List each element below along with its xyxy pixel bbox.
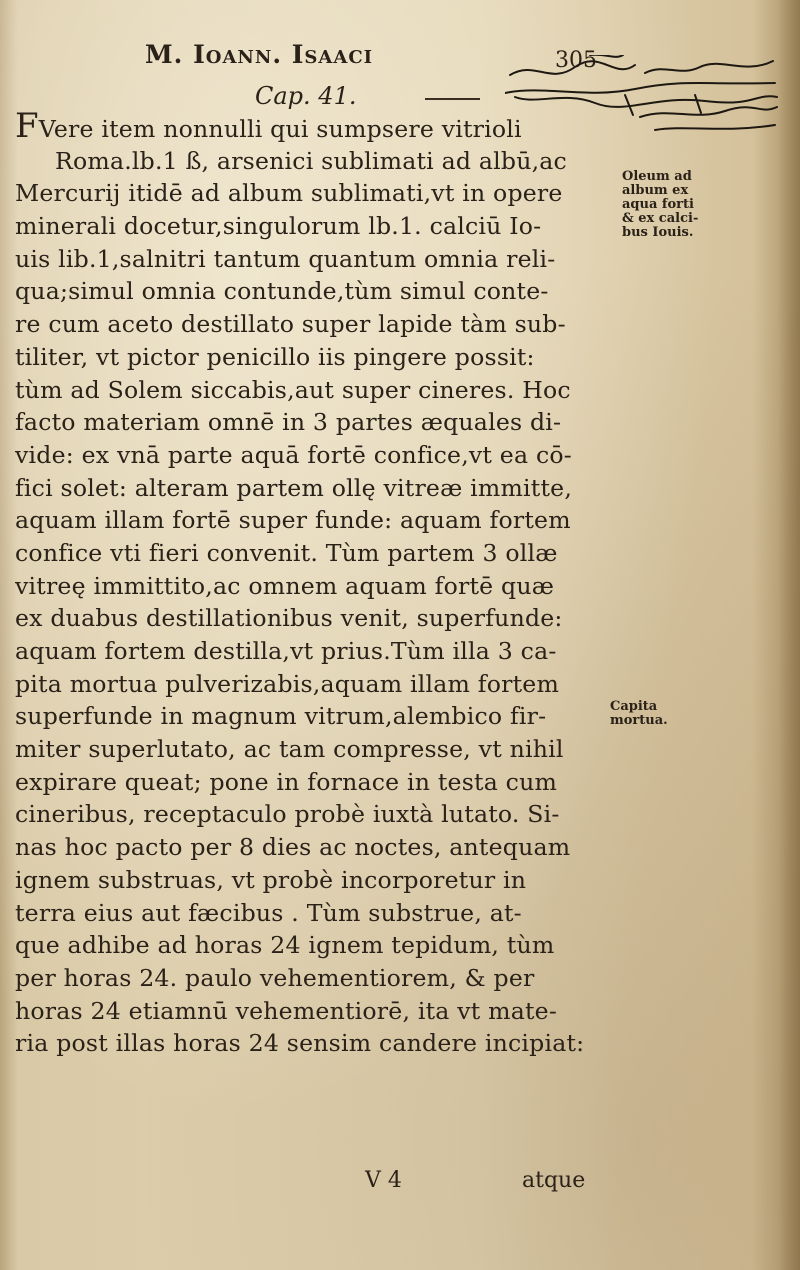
margin-note-line: aqua forti <box>622 197 694 212</box>
text-line: horas 24 etiamnū vehementiorē, ita vt mate- <box>15 996 558 1025</box>
text-line: terra eius aut fæcibus . Tùm substrue, at- <box>15 898 522 927</box>
text-line: tùm ad Solem siccabis,aut super cineres. Hoc <box>15 375 571 404</box>
margin-note-line: Capita <box>610 699 658 714</box>
text-line: qua;simul omnia contunde,tùm simul conte- <box>15 277 549 306</box>
text-line: expirare queat; pone in fornace in testa cum <box>15 767 558 796</box>
margin-note-line: album ex <box>622 183 689 198</box>
text-line: superfunde in magnum vitrum,alembico fir- <box>15 702 547 731</box>
margin-note-line: Oleum ad <box>622 169 692 184</box>
text-line: tiliter, vt pictor penicillo iis pingere possit: <box>15 342 535 371</box>
text-line: uis lib.1,salnitri tantum quantum omnia reli- <box>15 244 556 273</box>
body-text <box>15 106 615 1060</box>
text-line: minerali docetur,singulorum lb.1. calciū Io- <box>15 212 542 241</box>
margin-note-line: & ex calci- <box>622 211 699 226</box>
text-line: ria post illas horas 24 sensim candere incipiat: <box>15 1029 585 1058</box>
margin-note-oleum <box>622 170 698 240</box>
margin-note-capita <box>610 700 668 728</box>
running-title: M. Ioann. Isaaci <box>145 40 374 69</box>
chapter-dash <box>425 98 480 100</box>
text-line: ignem substruas, vt probè incorporetur in <box>15 865 527 894</box>
text-line: fici solet: alteram partem ollę vitreæ immitte, <box>15 473 573 502</box>
text-line: aquam illam fortē super funde: aquam fortem <box>15 506 571 535</box>
text-line: pita mortua pulverizabis,aquam illam fortem <box>15 669 560 698</box>
text-line: cineribus, receptaculo probè iuxtà lutato. Si- <box>15 800 560 829</box>
text-line: aquam fortem destilla,vt prius.Tùm illa 3 ca- <box>15 637 557 665</box>
chapter-heading: Cap. 41. <box>255 82 357 110</box>
text-line: confice vti fieri convenit. Tùm partem 3 ollæ <box>15 538 558 567</box>
catchword: atque <box>522 1168 586 1193</box>
text-line: miter superlutato, ac tam compresse, vt nihil <box>15 735 564 764</box>
text-line: re cum aceto destillato super lapide tàm sub- <box>15 310 566 339</box>
margin-note-line: mortua. <box>610 713 668 728</box>
page-gutter-shadow <box>778 0 800 1270</box>
text-line: Mercurij itidē ad album sublimati,vt in opere <box>15 179 563 208</box>
text-line: Roma.lb.1 ß, arsenici sublimati ad albū,ac <box>55 146 567 175</box>
text-line: facto materiam omnē in 3 partes æquales di- <box>15 408 562 437</box>
drop-cap: F <box>15 106 39 146</box>
text-line: ex duabus destillationibus venit, superfunde: <box>15 604 563 633</box>
page-number: 305 <box>555 48 597 73</box>
text-line: nas hoc pacto per 8 dies ac noctes, antequam <box>15 833 571 862</box>
text-line: que adhibe ad horas 24 ignem tepidum, tùm <box>15 931 555 960</box>
margin-note-line: bus Iouis. <box>622 225 694 240</box>
text-line: vide: ex vnā parte aquā fortē confice,vt ea cō- <box>15 440 572 469</box>
text-line: per horas 24. paulo vehementiorem, & per <box>15 963 535 992</box>
signature-mark: V 4 <box>365 1168 402 1193</box>
text-line: FVere item nonnulli qui sumpsere vitrioli <box>15 106 522 146</box>
text-line: vitreę immittito,ac omnem aquam fortē quæ <box>15 571 555 600</box>
